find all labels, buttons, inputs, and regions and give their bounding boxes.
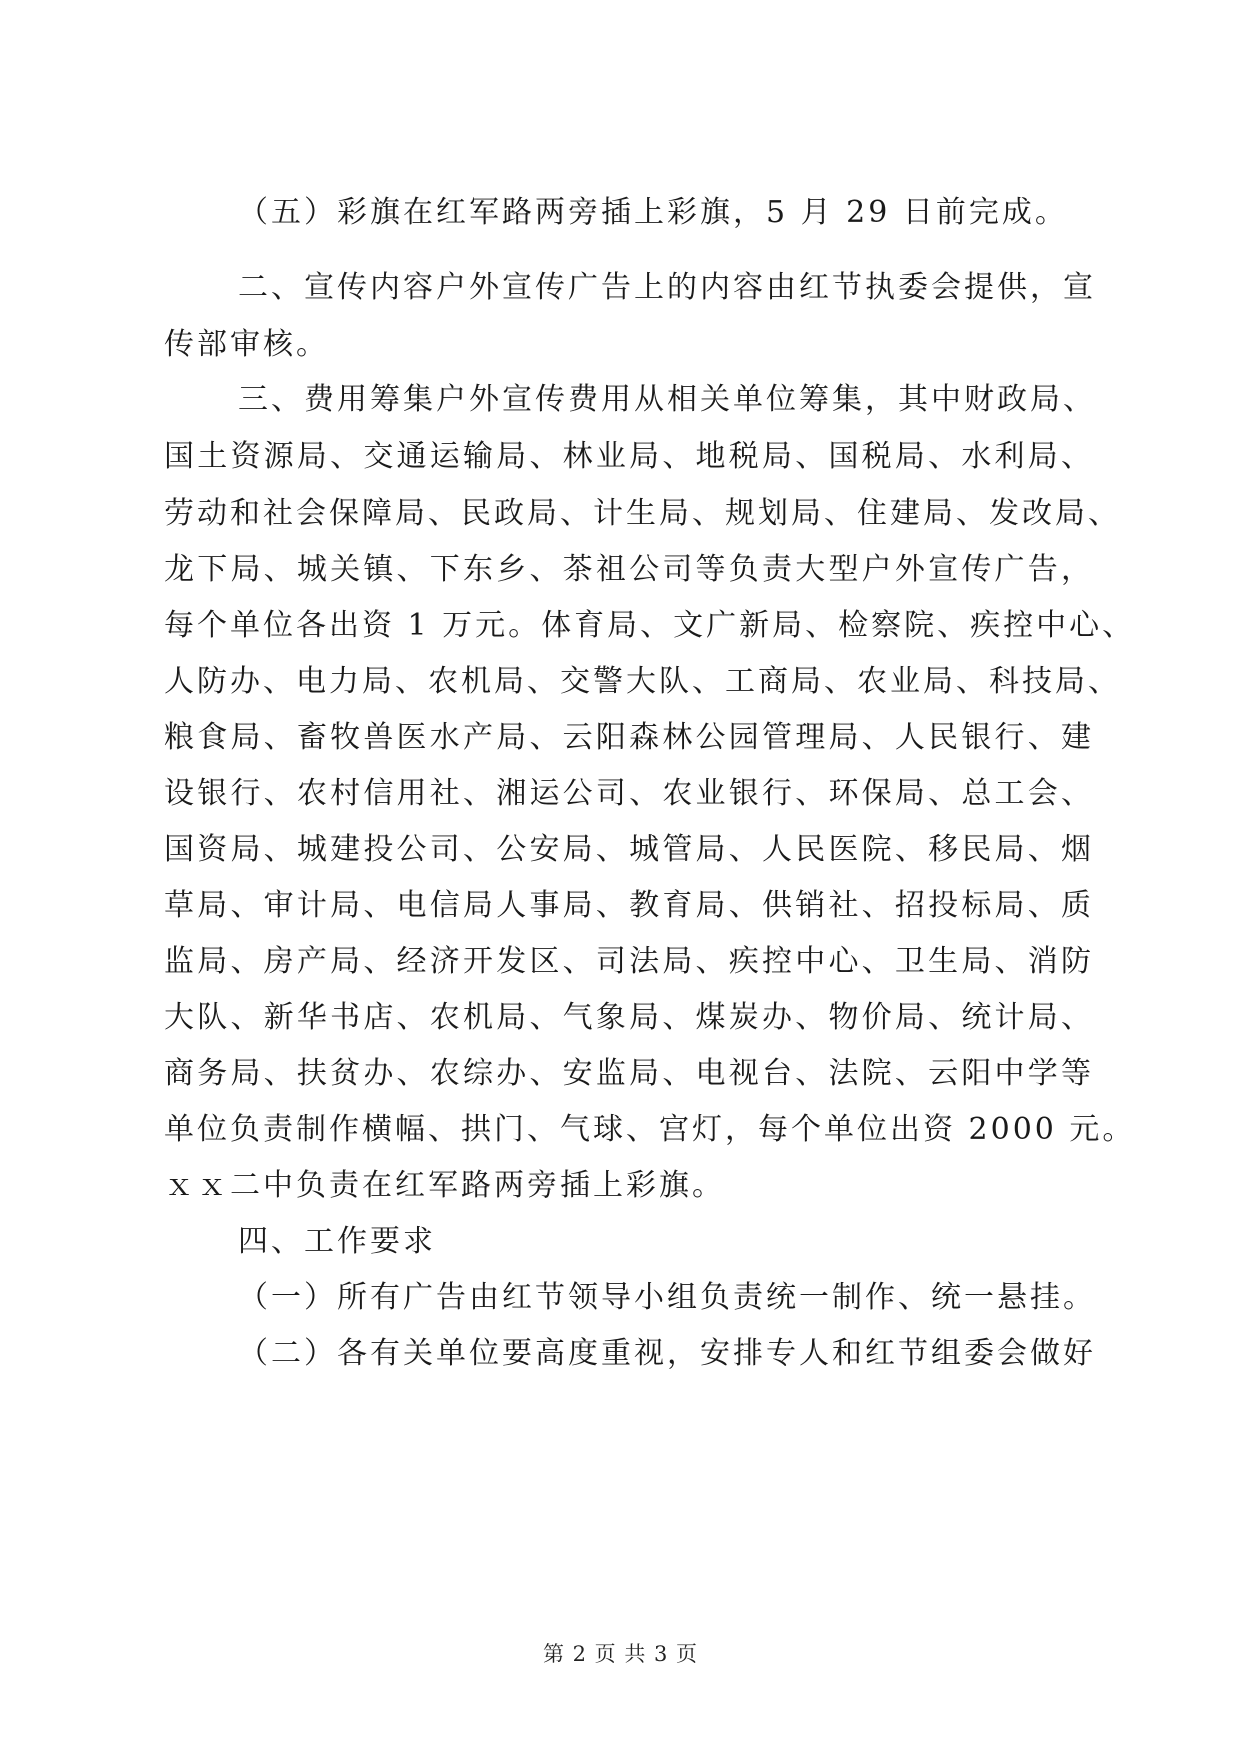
text-line: （二）各有关单位要高度重视，安排专人和红节组委会做好 — [238, 1336, 1096, 1371]
text-line: 龙下局、城关镇、下东乡、茶祖公司等负责大型户外宣传广告， — [164, 552, 1094, 587]
text-line: 人防办、电力局、农机局、交警大队、工商局、农业局、科技局、 — [164, 664, 1121, 699]
text-line: 每个单位各出资 1 万元。体育局、文广新局、检察院、疾控中心、 — [164, 608, 1136, 643]
text-line: 粮食局、畜牧兽医水产局、云阳森林公园管理局、人民银行、建 — [164, 720, 1094, 755]
text-line: 单位负责制作横幅、拱门、气球、宫灯，每个单位出资 2000 元。 — [164, 1112, 1136, 1147]
text-line: 设银行、农村信用社、湘运公司、农业银行、环保局、总工会、 — [164, 776, 1094, 811]
text-line: 大队、新华书店、农机局、气象局、煤炭办、物价局、统计局、 — [164, 1000, 1094, 1035]
section-heading: 四、工作要求 — [238, 1224, 436, 1259]
text-line: 草局、审计局、电信局人事局、教育局、供销社、招投标局、质 — [164, 888, 1094, 923]
text-line: 商务局、扶贫办、农综办、安监局、电视台、法院、云阳中学等 — [164, 1056, 1094, 1091]
text-line: 国土资源局、交通运输局、林业局、地税局、国税局、水利局、 — [164, 439, 1094, 474]
text-line: ｘｘ二中负责在红军路两旁插上彩旗。 — [164, 1168, 725, 1203]
page-footer: 第 2 页 共 3 页 — [542, 1642, 699, 1666]
text-line: 劳动和社会保障局、民政局、计生局、规划局、住建局、发改局、 — [164, 496, 1121, 531]
text-line: （一）所有广告由红节领导小组负责统一制作、统一悬挂。 — [238, 1280, 1096, 1315]
text-line: 监局、房产局、经济开发区、司法局、疾控中心、卫生局、消防 — [164, 944, 1094, 979]
text-line: 传部审核。 — [164, 327, 329, 362]
text-line: 二、宣传内容户外宣传广告上的内容由红节执委会提供，宣 — [238, 270, 1096, 305]
text-line: 国资局、城建投公司、公安局、城管局、人民医院、移民局、烟 — [164, 832, 1094, 867]
text-line: 三、费用筹集户外宣传费用从相关单位筹集，其中财政局、 — [238, 382, 1096, 417]
text-line: （五）彩旗在红军路两旁插上彩旗，5 月 29 日前完成。 — [238, 195, 1068, 230]
